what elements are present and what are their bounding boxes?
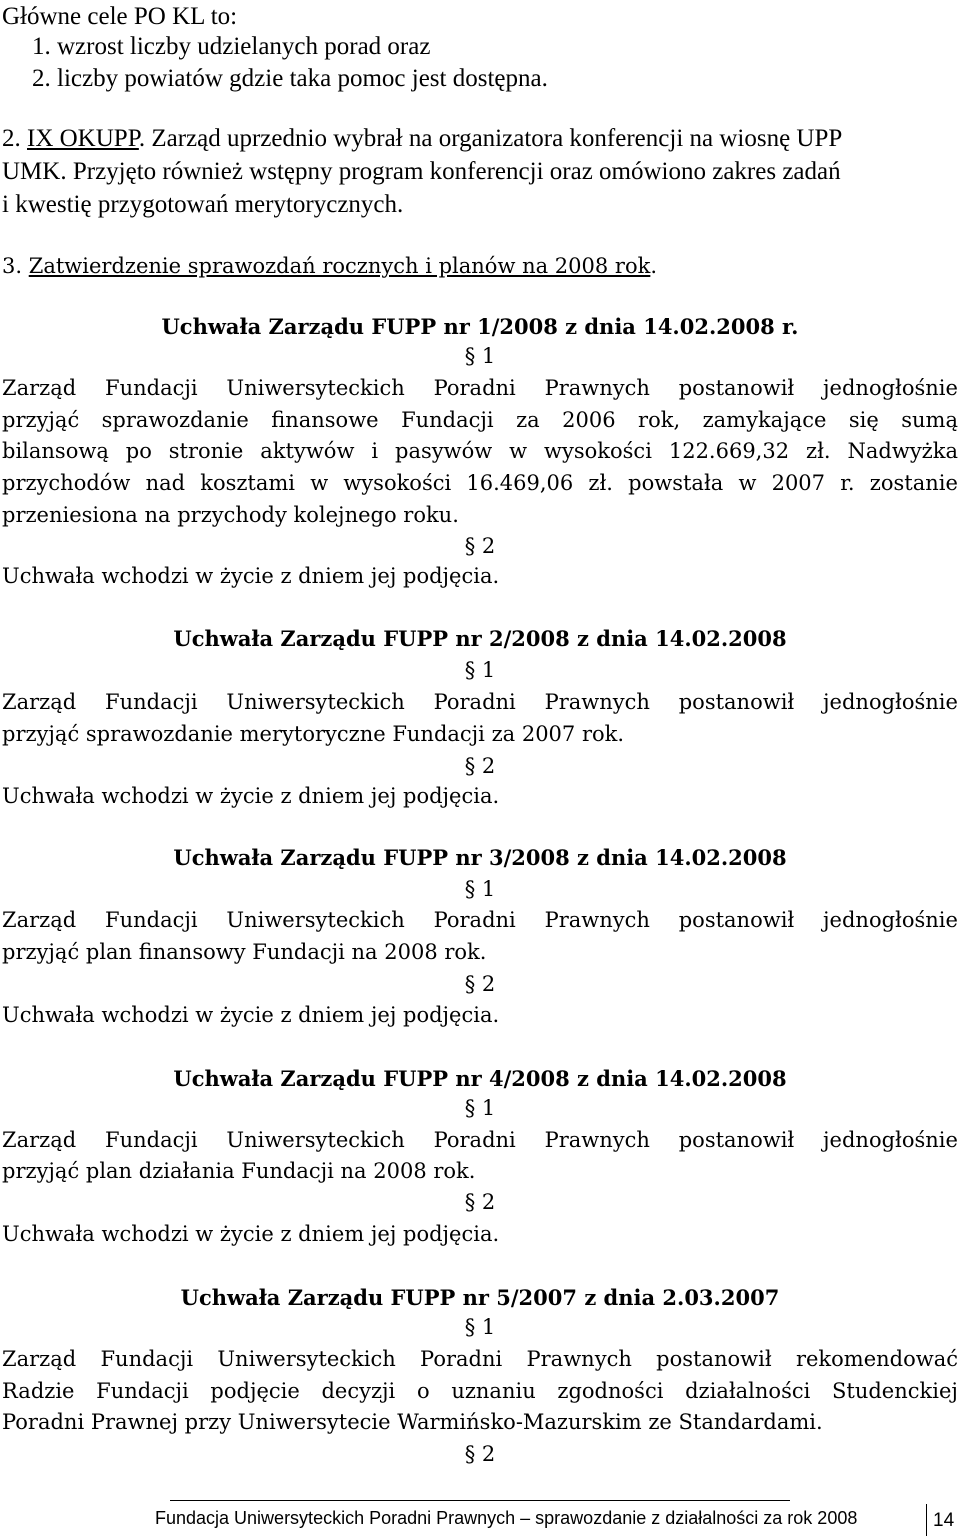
word: sumą [901,408,958,432]
word: 122.669,32 [668,439,790,463]
word: podjęcie [210,1379,300,1403]
word: rok, [638,408,681,432]
word: Prawnych [544,1128,650,1152]
word: uznaniu [451,1379,536,1403]
word: w [738,471,757,495]
page-number-rule [926,1504,927,1536]
word: finansowe [271,408,379,432]
word: Uniwersyteckich [226,690,405,714]
word: Poradni [433,1128,516,1152]
word: Poradni [433,376,516,400]
word: Zarząd [2,376,77,400]
word: 2007 [771,471,826,495]
item-3-suffix: . [650,254,658,278]
word: Fundacji [105,690,198,714]
word: po [125,439,152,463]
word: aktywów [260,439,355,463]
resolution-5-title: Uchwała Zarządu FUPP nr 5/2007 z dnia 2.03.2007 [180,1285,780,1310]
word: przychodów [2,471,131,495]
resolution-1-line-1 [2,378,958,399]
word: Zarząd [2,908,77,932]
resolution-1-line-3 [2,441,958,462]
item-2-title: IX OKUPP [27,125,139,152]
word: zł. [806,439,831,463]
word: bilansową [2,439,109,463]
goal-item-2: 2. liczby powiatów gdzie taka pomoc jest dostępna. [32,65,548,92]
word: za [516,408,540,432]
resolution-1-line-2 [2,410,958,431]
resolution-5-paragraph-2: § 2 [464,1442,496,1466]
resolution-2-line-2: przyjąć sprawozdanie merytoryczne Fundacji za 2007 rok. [2,722,625,746]
word: w [310,471,329,495]
item-2-line-1-text: . Zarząd uprzednio wybrał na organizatora konferencji na wiosnę UPP [138,125,843,152]
word: Poradni [420,1347,503,1371]
word: Fundacji [100,1347,194,1371]
word: postanowił [678,1128,795,1152]
word: Poradni [433,908,516,932]
footer-rule [170,1500,790,1501]
word: jednogłośnie [823,1128,958,1152]
item-2-line-1 [2,126,842,151]
word: r. [840,471,855,495]
word: jednogłośnie [823,908,958,932]
word: zgodności [557,1379,664,1403]
word: Zarząd [2,1128,77,1152]
resolution-3-paragraph-1: § 1 [464,877,496,901]
word: Prawnych [544,376,650,400]
word: sprawozdanie [101,408,249,432]
resolution-2-paragraph-1: § 1 [464,658,496,682]
item-2-line-3: i kwestię przygotowań merytorycznych. [2,191,404,218]
word: Prawnych [526,1347,632,1371]
word: Poradni [433,690,516,714]
word: postanowił [678,908,795,932]
word: jednogłośnie [823,690,958,714]
word: decyzji [321,1379,396,1403]
resolution-1-line-5: przeniesiona na przychody kolejnego roku. [2,503,459,527]
word: Fundacji [401,408,494,432]
resolution-3-closing: Uchwała wchodzi w życie z dniem jej podjęcia. [2,1003,500,1027]
word: Uniwersyteckich [226,908,405,932]
word: Zarząd [2,690,77,714]
resolution-5-line-1 [2,1349,958,1370]
word: i [371,439,379,463]
resolution-1-paragraph-2: § 2 [464,534,496,558]
word: stronie [168,439,244,463]
resolution-4-line-2: przyjąć plan działania Fundacji na 2008 rok. [2,1159,476,1183]
resolution-4-title: Uchwała Zarządu FUPP nr 4/2008 z dnia 14.02.2008 [173,1066,787,1091]
word: Zarząd [2,1347,77,1371]
resolution-2-line-1 [2,692,958,713]
word: Radzie [2,1379,75,1403]
item-2-line-2: UMK. Przyjęto również wstępny program konferencji oraz omówiono zakres zadań [2,158,841,185]
word: rekomendować [795,1347,958,1371]
word: Studenckiej [832,1379,958,1403]
word: kosztami [200,471,296,495]
resolution-4-paragraph-2: § 2 [464,1190,496,1214]
resolution-5-line-2 [2,1381,958,1402]
goal-item-1: 1. wzrost liczby udzielanych porad oraz [32,33,431,60]
resolution-1-line-4 [2,473,958,494]
resolution-2-title: Uchwała Zarządu FUPP nr 2/2008 z dnia 14.02.2008 [173,626,787,651]
word: zostanie [869,471,958,495]
word: Uniwersyteckich [226,1128,405,1152]
resolution-2-paragraph-2: § 2 [464,754,496,778]
word: Fundacji [105,908,198,932]
word: Prawnych [544,690,650,714]
word: o [416,1379,430,1403]
resolution-5-line-3: Poradni Prawnej przy Uniwersytecie Warmińsko-Mazurskim ze Standardami. [2,1410,823,1434]
resolution-1-paragraph-1: § 1 [464,344,496,368]
word: postanowił [656,1347,772,1371]
word: powstała [628,471,724,495]
item-3-number: 3. [2,254,23,278]
resolution-4-closing: Uchwała wchodzi w życie z dniem jej podjęcia. [2,1222,500,1246]
word: zamykające [702,408,827,432]
resolution-4-paragraph-1: § 1 [464,1096,496,1120]
resolution-1-closing: Uchwała wchodzi w życie z dniem jej podjęcia. [2,564,500,588]
item-3-heading [2,256,657,277]
goals-heading: Główne cele PO KL to: [2,3,238,30]
word: w [509,439,528,463]
item-3-title: Zatwierdzenie sprawozdań rocznych i planów na 2008 rok [28,254,651,278]
item-2-number: 2. [2,125,21,152]
resolution-2-closing: Uchwała wchodzi w życie z dniem jej podjęcia. [2,784,500,808]
word: zł. [588,471,613,495]
word: wysokości [343,471,452,495]
word: Fundacji [96,1379,189,1403]
resolution-1-title: Uchwała Zarządu FUPP nr 1/2008 z dnia 14.02.2008 r. [161,314,799,339]
word: postanowił [678,376,795,400]
word: pasywów [395,439,493,463]
resolution-5-paragraph-1: § 1 [464,1315,496,1339]
page-number: 14 [933,1510,955,1531]
word: Nadwyżka [847,439,958,463]
resolution-4-line-1 [2,1130,958,1151]
resolution-3-line-1 [2,910,958,931]
word: Uniwersyteckich [217,1347,396,1371]
word: Prawnych [544,908,650,932]
word: Fundacji [105,376,198,400]
word: 16.469,06 [466,471,574,495]
word: Uniwersyteckich [226,376,405,400]
resolution-3-paragraph-2: § 2 [464,972,496,996]
footer-text: Fundacja Uniwersyteckich Poradni Prawnych – sprawozdanie z działalności za rok 2008 [155,1508,858,1528]
word: działalności [685,1379,811,1403]
word: Fundacji [105,1128,198,1152]
word: 2006 [562,408,616,432]
word: się [848,408,879,432]
word: wysokości [544,439,652,463]
resolution-3-title: Uchwała Zarządu FUPP nr 3/2008 z dnia 14.02.2008 [173,845,787,870]
word: nad [145,471,186,495]
word: postanowił [678,690,795,714]
resolution-3-line-2: przyjąć plan finansowy Fundacji na 2008 rok. [2,940,487,964]
word: przyjąć [2,408,80,432]
word: jednogłośnie [823,376,958,400]
